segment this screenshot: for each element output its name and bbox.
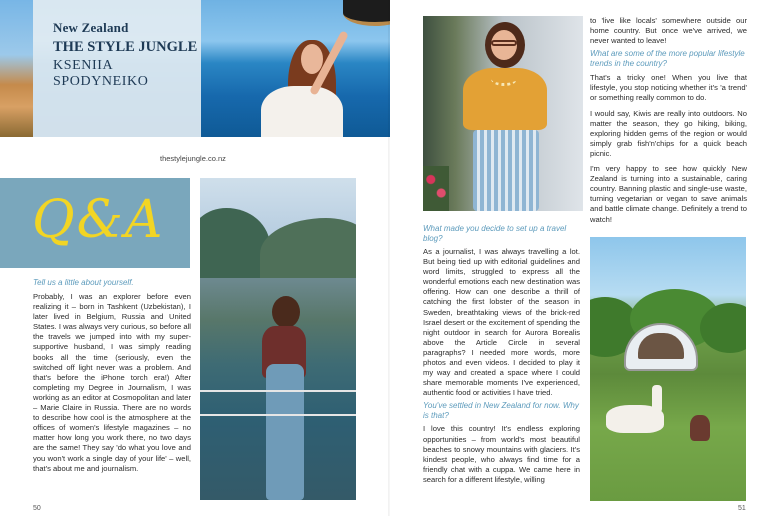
fiord-woman-overalls [266,364,304,500]
answer-new-zealand-continued: to 'live like locals' somewhere outside our home country. But once we've arrived, we never wanted to leave! [590,16,747,46]
fiord-photo [200,178,356,500]
answer-travel-blog: As a journalist, I was always travelling a lot. But being tied up with editorial guidelines and word limits, struggled to express all the wonderful emotions each new destination was offering. How can one describe a thrill of catching the first lobster of the season in Sweden, breathtaking views of the brick-red Israel desert or the excitement of spending the night outdoor in search for Aurora Borealis above the Article Circle in several paragraphs? I needed more words, more photos and even videos. I decided to play it my way and created a space where I could share memorable moments I've experienced, authentic food or activities I have tried. [423,247,580,398]
left-text-column [33,278,191,474]
question-new-zealand: You've settled in New Zealand for now. Why is that? [423,401,579,421]
title-country: New Zealand [53,20,129,35]
page-number-right: 51 [738,505,746,512]
question-travel-blog: What made you decide to set up a travel blog? [423,224,567,243]
question-lifestyle-trends: What are some of the more popular lifestyle trends in the country? [590,49,745,69]
qa-label: Q&A [32,190,165,250]
answer-trends-p2: I would say, Kiwis are really into outdoors. No matter the season, they go hiking, biking, exploring hidden gems of the region or would simply grab fish'n'chips for a quick beach picnic. [590,108,747,158]
fiord-mountain [260,218,356,278]
question-about-yourself: Tell us a little about yourself. [33,278,134,287]
right-text-column-b [590,16,747,225]
page-number-left: 50 [33,505,41,512]
right-text-column-a [423,224,580,485]
answer-about-yourself: Probably, I was an explorer before even realizing it – born in Tashkent (Uzbekistan), I later lived in Belgium, Russia and United States. I was always very curious, so before all the travels we jumped into with my super-supportive husband, I was simply reading books all the time (seriously, even the switched off light never was a problem. And that's before the iPhone torch era!) After completing my Degree in Journalism, I was working as an editor at Cosmopolitan and later – Marie Claire in Russia. There are no words to describe how cool is the atmosphere at the offices of women's lifestyle magazines – no matter how long you work there, no two days are the same! They say 'do what you love and you won't work a single day of your life' – well, that's about me and journalism. [33,292,191,473]
title-author: KSENIIA SPODYNEIKO [53,58,149,89]
title-blog: THE STYLE JUNGLE [53,39,198,55]
title-box [33,0,201,137]
answer-trends-p3: I'm very happy to see how quickly New Zealand is turning into a sustainable, caring country. Banning plastic and single-use waste, turning vegetarian or vegan to save animals and battle climate change. Definitely a trend to watch! [590,164,747,224]
fashion-necklace [491,72,517,86]
fiord-woman-hair [272,296,300,328]
fashion-skirt [473,130,539,211]
glamping-pod-window [638,333,684,359]
ship-rail [200,390,356,392]
site-url[interactable]: thestylejungle.co.nz [160,154,226,163]
answer-trends-p1: That's a tricky one! When you live that lifestyle, you stop noticing whether it's 'a trend' or something really common to do. [590,73,747,103]
hero-hat [343,0,390,26]
farm-tree [700,303,746,353]
ship-rail [200,414,356,416]
hero-cliff-photo [0,0,33,137]
alpaca [606,405,664,433]
answer-new-zealand: I love this country! It's endless exploring opportunities – from world's most beautiful beaches to snowy mountains with glaciers. It's kindest people, who always find time for a friendly chat with a cuppa. We came here in search for a different lifestyle, willing [423,424,580,484]
fashion-photo [423,16,583,211]
farm-person [690,415,710,441]
fashion-flowers [423,166,449,211]
farm-photo [590,237,746,501]
qa-box [0,178,190,268]
fashion-glasses [491,40,517,46]
hero-woman-shirt [261,86,343,137]
